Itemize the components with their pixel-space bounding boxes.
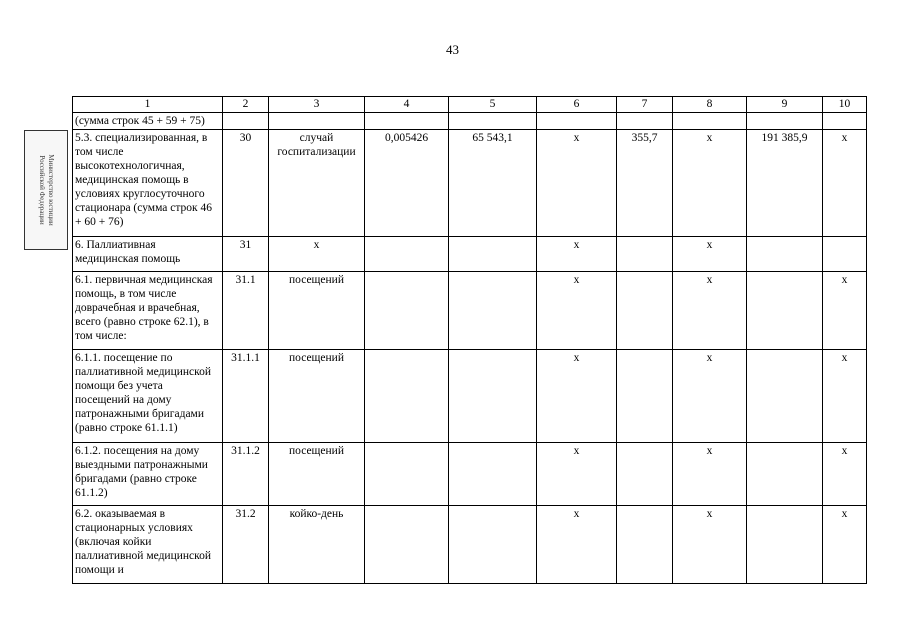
table-cell: койко-день [269, 506, 365, 584]
table-cell [365, 272, 449, 350]
table-cell [537, 113, 617, 130]
table-cell: х [673, 506, 747, 584]
stamp-text [37, 134, 55, 246]
table-cell [747, 350, 823, 443]
table-cell [617, 443, 673, 506]
table-row [73, 443, 867, 506]
table-cell [449, 272, 537, 350]
table-cell: х [823, 272, 867, 350]
table-cell: (сумма строк 45 + 59 + 75) [73, 113, 223, 130]
table-cell [365, 237, 449, 272]
table-cell [747, 272, 823, 350]
table-cell: 6.1.2. посещения на дому выездными патронажными бригадами (равно строке 61.1.2) [73, 443, 223, 506]
table-cell [365, 350, 449, 443]
table-cell [617, 506, 673, 584]
table-row [73, 272, 867, 350]
column-header: 3 [269, 97, 365, 113]
table-cell: случай госпитализации [269, 130, 365, 237]
table-cell: 191 385,9 [747, 130, 823, 237]
table-cell [449, 350, 537, 443]
data-table [72, 96, 867, 584]
table-cell: х [823, 443, 867, 506]
registration-stamp [24, 130, 68, 250]
stamp-line-1: Министерство юстиции [47, 154, 55, 226]
table-cell: х [537, 272, 617, 350]
table-cell [269, 113, 365, 130]
table-cell: посещений [269, 443, 365, 506]
table-cell [823, 237, 867, 272]
table-cell: 6. Паллиативная медицинская помощь [73, 237, 223, 272]
table-cell: 6.1.1. посещение по паллиативной медицинской помощи без учета посещений на дому патронажными бригадами (равно строке 61.1.1) [73, 350, 223, 443]
table-cell: 31.2 [223, 506, 269, 584]
table-cell: 31 [223, 237, 269, 272]
column-header: 1 [73, 97, 223, 113]
table-header-row [73, 97, 867, 113]
table-cell [747, 237, 823, 272]
table-cell: посещений [269, 350, 365, 443]
table-cell [747, 506, 823, 584]
table-cell: х [823, 130, 867, 237]
table-cell [617, 272, 673, 350]
table-cell: х [673, 237, 747, 272]
table-cell: х [673, 350, 747, 443]
table-cell [747, 113, 823, 130]
column-header: 10 [823, 97, 867, 113]
column-header: 2 [223, 97, 269, 113]
table-cell: 355,7 [617, 130, 673, 237]
table-cell: 31.1.2 [223, 443, 269, 506]
table-cell [823, 113, 867, 130]
column-header: 5 [449, 97, 537, 113]
page-number: 43 [446, 42, 459, 57]
table-cell: х [673, 130, 747, 237]
table-cell [747, 443, 823, 506]
table-cell [365, 443, 449, 506]
table-cell: 6.2. оказываемая в стационарных условиях (включая койки паллиативной медицинской помощи и [73, 506, 223, 584]
table-cell: х [673, 272, 747, 350]
column-header: 8 [673, 97, 747, 113]
table-row [73, 113, 867, 130]
table-cell: 6.1. первичная медицинская помощь, в том числе доврачебная и врачебная, всего (равно строке 62.1), в том числе: [73, 272, 223, 350]
column-header: 4 [365, 97, 449, 113]
table-row [73, 130, 867, 237]
column-header: 6 [537, 97, 617, 113]
table-cell [617, 350, 673, 443]
table-cell [449, 506, 537, 584]
table-cell [673, 113, 747, 130]
column-header: 9 [747, 97, 823, 113]
table-cell [223, 113, 269, 130]
table-cell: посещений [269, 272, 365, 350]
table-cell: х [537, 350, 617, 443]
table-cell: х [537, 237, 617, 272]
table-cell [617, 237, 673, 272]
table-row [73, 350, 867, 443]
table-cell: 65 543,1 [449, 130, 537, 237]
table-cell: х [823, 350, 867, 443]
table-cell: 5.3. специализированная, в том числе высокотехнологичная, медицинская помощь в условиях круглосуточного стационара (сумма строк 46 + 60 + 76) [73, 130, 223, 237]
table-cell: х [537, 130, 617, 237]
table-cell: х [823, 506, 867, 584]
table-cell: х [537, 443, 617, 506]
table-cell: 31.1 [223, 272, 269, 350]
table-cell [617, 113, 673, 130]
table-cell [449, 443, 537, 506]
table-cell [365, 506, 449, 584]
stamp-line-2: Российской Федерации [38, 155, 46, 225]
table-cell: х [537, 506, 617, 584]
table-cell: 30 [223, 130, 269, 237]
table-row [73, 237, 867, 272]
table-cell: 0,005426 [365, 130, 449, 237]
table-row [73, 506, 867, 584]
table-cell: х [673, 443, 747, 506]
table-cell [365, 113, 449, 130]
table-cell [449, 237, 537, 272]
table-cell: 31.1.1 [223, 350, 269, 443]
table-cell: х [269, 237, 365, 272]
table-cell [449, 113, 537, 130]
column-header: 7 [617, 97, 673, 113]
